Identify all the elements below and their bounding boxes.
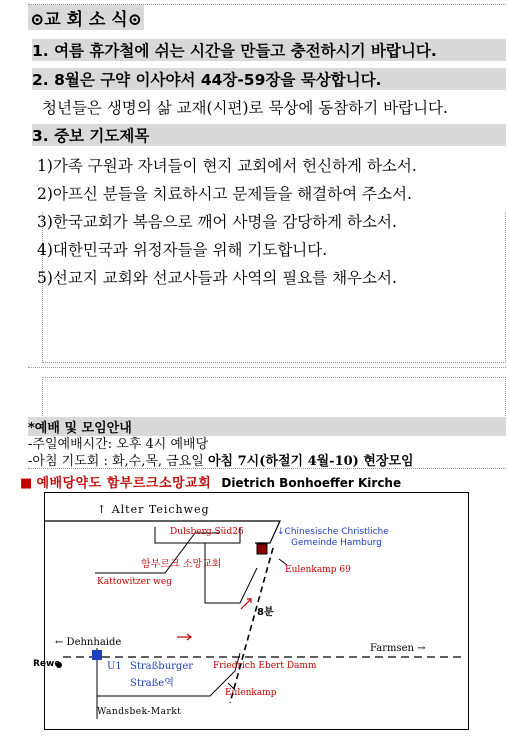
map-label-minutes: 8분 xyxy=(257,607,274,618)
map xyxy=(33,492,469,730)
worship-sunday: -주일예배시간: 오후 4시 예배당 xyxy=(28,437,209,452)
notices-title: ⊙교 회 소 식⊙ xyxy=(28,5,144,30)
location-marker-icon: ■ xyxy=(20,476,33,491)
map-label-farmsen: Farmsen → xyxy=(370,643,426,654)
map-label-u1: U1 xyxy=(107,661,122,672)
map-label-chinese-church-1: ↓Chinesische Christliche xyxy=(277,527,389,537)
prayer-item: 2)아프신 분들을 치료하시고 문제들을 해결하여 주소서. xyxy=(37,185,412,203)
map-label-dehnhaide: ← Dehnhaide xyxy=(55,637,122,648)
notice-item-2-sub: 청년들은 생명의 삶 교재(시편)로 묵상에 동참하기 바랍니다. xyxy=(42,99,448,117)
prayer-item: 5)선교지 교회와 선교사들과 사역의 필요를 채우소서. xyxy=(37,269,397,287)
map-label-strassburger-1: Straßburger xyxy=(130,661,194,672)
map-label-dulsberg: Dulsberg Süd26 xyxy=(170,527,244,537)
location-label: 예배당약도 함부르크소망교회 xyxy=(36,476,212,491)
worship-morning-prefix: -아침 기도회 : 화,수,목, 금요일 xyxy=(28,454,208,469)
worship-morning xyxy=(28,450,414,469)
church-marker-icon xyxy=(257,544,267,554)
map-label-eulenkamp: Eulenkamp xyxy=(225,688,277,698)
blank-box xyxy=(42,377,506,416)
map-label-church-ko: 함부르크 소망교회 xyxy=(141,559,222,570)
map-label-chinese-church-2: Gemeinde Hamburg xyxy=(291,538,382,548)
map-label-eulenkamp-69: Eulenkamp 69 xyxy=(285,565,351,575)
prayer-item: 1)가족 구원과 자녀들이 현지 교회에서 헌신하게 하소서. xyxy=(37,157,417,175)
notice-item-1: 1. 여름 휴가철에 쉬는 시간을 만들고 충전하시기 바랍니다. xyxy=(32,39,506,61)
map-label-strassburger-2: Straße역 xyxy=(130,678,174,689)
map-label-kattowitzer: Kattowitzer weg xyxy=(97,577,172,587)
notice-item-2: 2. 8월은 구약 이사야서 44장-59장을 묵상합니다. xyxy=(32,68,506,90)
station-square-icon xyxy=(92,650,102,660)
worship-morning-time: 아침 7시(하절기 4월-10) 현장모임 xyxy=(207,454,414,469)
location-building: Dietrich Bonhoeffer Kirche xyxy=(221,476,402,490)
map-label-alter-teichweg: ↑ Alter Teichweg xyxy=(97,503,210,516)
map-label-friedrich: Friedrich Ebert Damm xyxy=(213,661,317,671)
prayer-item: 4)대한민국과 위정자들을 위해 기도합니다. xyxy=(37,241,328,259)
worship-title: *예배 및 모임안내 xyxy=(28,417,506,436)
map-label-rewe: Rewe xyxy=(33,659,61,669)
location-header xyxy=(20,472,401,491)
map-label-wandsbek: Wandsbek-Markt xyxy=(97,707,182,717)
prayer-item: 3)한국교회가 복음으로 깨어 사명을 감당하게 하소서. xyxy=(37,213,397,231)
notice-item-3: 3. 중보 기도제목 xyxy=(32,124,506,146)
